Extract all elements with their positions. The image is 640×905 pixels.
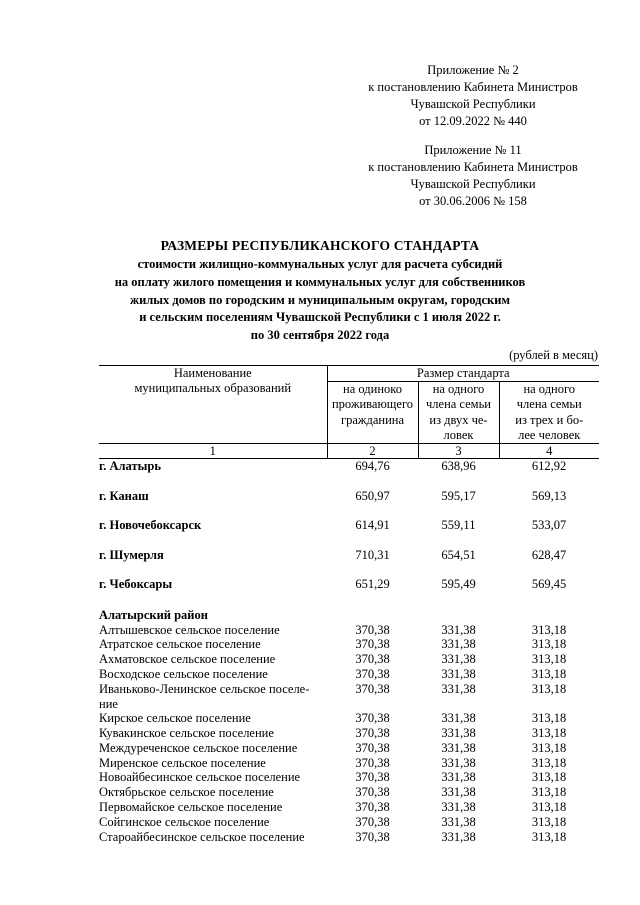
settlement-name — [99, 637, 327, 652]
district-name: Алатырский район — [99, 607, 208, 622]
column-number: 1 — [99, 444, 327, 459]
table-row — [99, 741, 599, 756]
value-cell: 331,38 — [441, 800, 476, 815]
table-row — [99, 800, 599, 815]
value-cell: 370,38 — [355, 829, 390, 844]
annex-date: от 30.06.2006 № 158 — [419, 194, 527, 208]
header-line: из трех и бо- — [515, 412, 584, 427]
table-row — [99, 489, 599, 519]
table-row — [99, 682, 599, 712]
settlement-name — [99, 741, 327, 756]
value-cell: 331,38 — [441, 829, 476, 844]
table-row — [99, 548, 599, 578]
value-cell: 331,38 — [441, 726, 476, 741]
header-name-line: Наименование — [173, 366, 252, 380]
value-cell: 313,18 — [531, 711, 567, 726]
district-row — [99, 607, 599, 623]
settlement-name-line: Междуреченское сельское поселение — [99, 740, 298, 755]
column-number: 3 — [418, 444, 499, 459]
settlement-name-line: Кирское сельское поселение — [99, 711, 251, 726]
empty-cell — [418, 607, 499, 623]
table-row — [99, 459, 599, 489]
settlement-name-line: Новоайбесинское сельское поселение — [99, 770, 301, 785]
value-cell: 331,38 — [441, 666, 476, 681]
city-name: г. Канаш — [99, 488, 149, 503]
value-cell: 569,45 — [531, 577, 567, 592]
city-name: г. Алатырь — [99, 459, 161, 474]
value-cell: 313,18 — [531, 726, 567, 741]
table-row — [99, 815, 599, 830]
value-cell: 614,91 — [355, 518, 390, 533]
header-line: проживающего — [331, 397, 414, 412]
subtitle-line: и сельским поселениям Чувашской Республики с 1 июля 2022 г. — [139, 310, 501, 325]
value-cell: 569,13 — [531, 488, 567, 503]
value-cell: 370,38 — [355, 681, 390, 696]
table-row — [99, 726, 599, 741]
settlement-name-line: Староайбесинское сельское поселение — [99, 829, 305, 844]
settlement-name — [99, 667, 327, 682]
header-line: на одного — [523, 382, 576, 397]
value-cell: 331,38 — [441, 711, 476, 726]
header-three-plus — [499, 382, 599, 444]
settlement-name-line: Алтышевское сельское поселение — [99, 622, 280, 637]
document-title: РАЗМЕРЫ РЕСПУБЛИКАНСКОГО СТАНДАРТА — [160, 238, 480, 253]
value-cell: 331,38 — [441, 740, 476, 755]
settlement-name — [99, 682, 327, 712]
header-line: из двух че- — [429, 412, 488, 427]
settlement-name-line: Миренское сельское поселение — [99, 755, 266, 770]
settlement-name-line: Кувакинское сельское поселение — [99, 726, 274, 741]
value-cell: 313,18 — [531, 622, 567, 637]
annex-republic: Чувашской Республики — [410, 177, 536, 191]
settlement-name-line: ние — [99, 696, 118, 711]
header-single — [327, 382, 418, 444]
annex-block-original — [343, 142, 603, 210]
annex-number: Приложение № 2 — [427, 63, 519, 77]
value-cell: 313,18 — [531, 814, 567, 829]
value-cell: 654,51 — [441, 547, 476, 562]
value-cell: 370,38 — [355, 740, 390, 755]
value-cell: 628,47 — [531, 547, 567, 562]
settlement-name — [99, 815, 327, 830]
value-cell: 370,38 — [355, 622, 390, 637]
header-name-line: муниципальных образований — [134, 381, 292, 396]
empty-cell — [327, 607, 418, 623]
empty-cell — [499, 607, 599, 623]
subtitle-line: по 30 сентября 2022 года — [250, 328, 390, 343]
settlement-name — [99, 756, 327, 771]
value-cell: 370,38 — [355, 652, 390, 667]
settlement-name — [99, 726, 327, 741]
value-cell: 595,17 — [441, 488, 476, 503]
settlement-name — [99, 770, 327, 785]
value-cell: 612,92 — [531, 459, 567, 474]
header-name — [99, 366, 327, 444]
value-cell: 313,18 — [531, 770, 567, 785]
value-cell: 331,38 — [441, 785, 476, 800]
table-row — [99, 667, 599, 682]
table-row — [99, 711, 599, 726]
table-row — [99, 652, 599, 667]
settlement-name — [99, 785, 327, 800]
table-row — [99, 623, 599, 638]
settlement-name — [99, 830, 327, 845]
subtitle-line: жилых домов по городским и муниципальным округам, городским — [130, 292, 510, 307]
city-name: г. Новочебоксарск — [99, 518, 202, 533]
table-row — [99, 637, 599, 652]
value-cell: 595,49 — [441, 577, 476, 592]
settlement-name-line: Первомайское сельское поселение — [99, 800, 283, 815]
value-cell: 313,18 — [531, 740, 567, 755]
value-cell: 331,38 — [441, 755, 476, 770]
value-cell: 313,18 — [531, 829, 567, 844]
annex-block-current — [343, 62, 603, 130]
value-cell: 370,38 — [355, 785, 390, 800]
settlement-name-line: Сойгинское сельское поселение — [99, 814, 270, 829]
subtitle-line: стоимости жилищно-коммунальных услуг для расчета субсидий — [137, 257, 503, 271]
table-row — [99, 577, 599, 607]
column-number-row — [99, 444, 599, 459]
value-cell: 313,18 — [531, 666, 567, 681]
value-cell: 313,18 — [531, 755, 567, 770]
document-subtitle — [80, 256, 560, 345]
annex-issuer: к постановлению Кабинета Министров — [368, 80, 578, 94]
value-cell: 638,96 — [441, 459, 476, 474]
settlement-name-line: Иваньково-Ленинское сельское поселе- — [99, 681, 310, 696]
standards-table — [99, 365, 599, 844]
annex-republic: Чувашской Республики — [410, 97, 536, 111]
value-cell: 370,38 — [355, 755, 390, 770]
annex-date: от 12.09.2022 № 440 — [419, 114, 527, 128]
annex-issuer: к постановлению Кабинета Министров — [368, 160, 578, 174]
column-number: 4 — [499, 444, 599, 459]
value-cell: 533,07 — [531, 518, 567, 533]
value-cell: 313,18 — [531, 800, 567, 815]
settlement-name-line: Атратское сельское поселение — [99, 637, 261, 652]
settlement-name-line: Восходское сельское поселение — [99, 666, 268, 681]
value-cell: 559,11 — [441, 518, 476, 533]
header-line: члена семьи — [426, 397, 491, 412]
settlement-name — [99, 711, 327, 726]
header-line: ловек — [443, 427, 474, 442]
subtitle-line: на оплату жилого помещения и коммунальных услуг для собственников — [114, 274, 526, 289]
annex-number: Приложение № 11 — [424, 143, 522, 157]
settlement-name — [99, 800, 327, 815]
value-cell: 370,38 — [355, 711, 390, 726]
settlement-name — [99, 652, 327, 667]
value-cell: 331,38 — [441, 814, 476, 829]
settlement-name — [99, 623, 327, 638]
header-line: члена семьи — [516, 397, 582, 412]
value-cell: 313,18 — [531, 637, 567, 652]
value-cell: 370,38 — [355, 637, 390, 652]
header-standard-size: Размер стандарта — [327, 366, 599, 382]
settlement-name-line: Октябрьское сельское поселение — [99, 785, 274, 800]
settlement-name-line: Ахматовское сельское поселение — [99, 652, 276, 667]
value-cell: 370,38 — [355, 666, 390, 681]
table-row — [99, 785, 599, 800]
value-cell: 331,38 — [441, 622, 476, 637]
value-cell: 370,38 — [355, 800, 390, 815]
value-cell: 331,38 — [441, 770, 476, 785]
header-line: лее человек — [518, 427, 581, 442]
table-row — [99, 518, 599, 548]
value-cell: 313,18 — [531, 681, 567, 696]
header-line: на одиноко — [343, 382, 402, 397]
value-cell: 331,38 — [441, 637, 476, 652]
value-cell: 651,29 — [355, 577, 390, 592]
value-cell: 650,97 — [355, 488, 390, 503]
city-name: г. Шумерля — [99, 547, 164, 562]
units-note: (рублей в месяц) — [509, 348, 598, 362]
value-cell: 331,38 — [441, 652, 476, 667]
table-row — [99, 830, 599, 845]
header-line: гражданина — [340, 412, 405, 427]
value-cell: 370,38 — [355, 814, 390, 829]
column-number: 2 — [327, 444, 418, 459]
header-two-person — [418, 382, 499, 444]
value-cell: 331,38 — [441, 681, 476, 696]
table-row — [99, 770, 599, 785]
value-cell: 370,38 — [355, 726, 390, 741]
value-cell: 313,18 — [531, 785, 567, 800]
table-row — [99, 756, 599, 771]
city-name: г. Чебоксары — [99, 577, 173, 592]
header-line: на одного — [432, 382, 485, 397]
value-cell: 313,18 — [531, 652, 567, 667]
value-cell: 370,38 — [355, 770, 390, 785]
value-cell: 694,76 — [355, 459, 390, 474]
value-cell: 710,31 — [355, 547, 390, 562]
